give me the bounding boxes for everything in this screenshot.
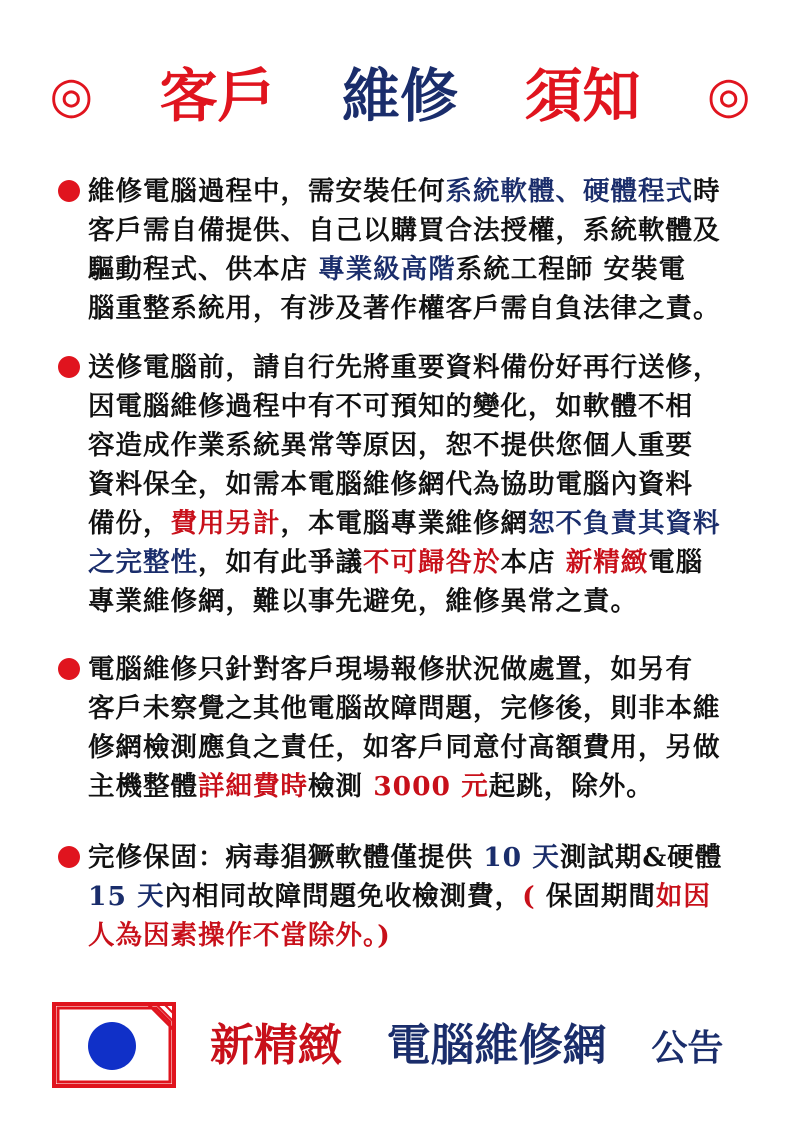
text-segment: 因電腦維修過程中有不可預知的變化，如軟體不相 <box>88 391 693 422</box>
text-segment: 維修電腦過程中，需安裝任何 <box>88 176 446 207</box>
text-segment: 詳細費時 <box>198 771 308 802</box>
footer-brand: 新精緻 <box>210 1020 342 1071</box>
paragraph-line <box>88 504 768 543</box>
title-word-customer: 客戶 <box>159 62 276 130</box>
footer-name: 電腦維修網 <box>386 1020 607 1071</box>
text-segment: 之完整性 <box>88 547 198 578</box>
text-segment: 驅動程式、供本店 <box>88 254 319 285</box>
text-segment: 10 天 <box>483 842 560 873</box>
footer-suffix: 公告 <box>651 1027 724 1069</box>
target-icon: ◎ <box>49 65 94 124</box>
bullet-icon <box>58 356 80 378</box>
notice-paragraph-backup <box>58 348 768 621</box>
text-segment: 送修電腦前，請自行先將重要資料備份好再行送修， <box>88 352 721 383</box>
bullet-icon <box>58 846 80 868</box>
text-segment: 不可歸咎於 <box>363 547 501 578</box>
title-word-notice: 須知 <box>524 62 641 130</box>
text-segment: 時 <box>693 176 721 207</box>
title-word-repair: 維修 <box>341 62 458 130</box>
text-segment: 系統工程師 安裝電 <box>455 254 686 285</box>
paragraph-line <box>88 543 768 582</box>
paragraph-line <box>88 689 768 728</box>
text-segment: ，本電腦專業維修網 <box>280 508 528 539</box>
text-segment: 客戶未察覺之其他電腦故障問題，完修後，則非本維 <box>88 693 721 724</box>
text-segment: 如因 <box>655 881 711 912</box>
paragraph-line <box>88 348 768 387</box>
text-segment: 恕不負責其資料 <box>528 508 721 539</box>
notice-paragraph-warranty <box>58 838 768 955</box>
brand-logo-icon <box>52 1002 176 1088</box>
target-icon: ◎ <box>706 65 751 124</box>
text-segment: 檢測 <box>308 771 374 802</box>
text-segment: 系統軟體、硬體程式 <box>445 176 693 207</box>
paragraph-line <box>88 211 768 250</box>
text-segment: 腦重整系統用，有涉及著作權客戶需自負法律之責。 <box>88 293 721 324</box>
text-segment: 電腦維修只針對客戶現場報修狀況做處置，如另有 <box>88 654 693 685</box>
paragraph-line <box>88 250 768 289</box>
paragraph-line <box>88 650 768 689</box>
paragraph-line <box>88 172 768 211</box>
paragraph-line <box>88 767 768 806</box>
paragraph-text <box>88 348 768 621</box>
paragraph-text <box>88 838 768 955</box>
paragraph-line <box>88 465 768 504</box>
text-segment: 起跳，除外。 <box>488 771 654 802</box>
text-segment: 備份， <box>88 508 171 539</box>
text-segment: 3000 元 <box>373 771 489 802</box>
paragraph-line <box>88 582 768 621</box>
paragraph-line <box>88 387 768 426</box>
text-segment: 完修保固：病毒猖獗軟體僅提供 <box>88 842 484 873</box>
text-segment: ( <box>522 881 536 912</box>
paragraph-text <box>88 650 768 806</box>
text-segment: 客戶需自備提供、自己以購買合法授權，系統軟體及 <box>88 215 721 246</box>
text-segment: 本店 <box>500 547 566 578</box>
text-segment: 專業級高階 <box>318 254 456 285</box>
text-segment: 修網檢測應負之責任，如客戶同意付高額費用，另做 <box>88 732 721 763</box>
paragraph-line <box>88 838 768 877</box>
notice-paragraph-scope <box>58 650 768 806</box>
text-segment: 專業維修網，難以事先避免，維修異常之責。 <box>88 586 638 617</box>
text-segment: ，如有此爭議 <box>198 547 363 578</box>
text-segment: 人為因素操作不當除外。) <box>88 920 391 951</box>
footer-signature <box>210 1016 770 1078</box>
text-segment: 15 天 <box>88 881 165 912</box>
text-segment: 資料保全，如需本電腦維修網代為協助電腦內資料 <box>88 469 693 500</box>
bullet-icon <box>58 658 80 680</box>
paragraph-line <box>88 916 768 955</box>
text-segment: 容造成作業系統異常等原因，恕不提供您個人重要 <box>88 430 693 461</box>
notice-paragraph-software <box>58 172 768 328</box>
text-segment: 新精緻 <box>565 547 649 578</box>
text-segment: 費用另計 <box>170 508 281 539</box>
text-segment: 內相同故障問題免收檢測費， <box>164 881 523 912</box>
paragraph-line <box>88 289 768 328</box>
text-segment: 測試期&硬體 <box>559 842 723 873</box>
page-title <box>0 60 800 131</box>
text-segment: 保固期間 <box>535 881 656 912</box>
text-segment: 電腦 <box>648 547 704 578</box>
paragraph-line <box>88 877 768 916</box>
text-segment: 主機整體 <box>88 771 198 802</box>
paragraph-line <box>88 426 768 465</box>
paragraph-line <box>88 728 768 767</box>
bullet-icon <box>58 180 80 202</box>
paragraph-text <box>88 172 768 328</box>
